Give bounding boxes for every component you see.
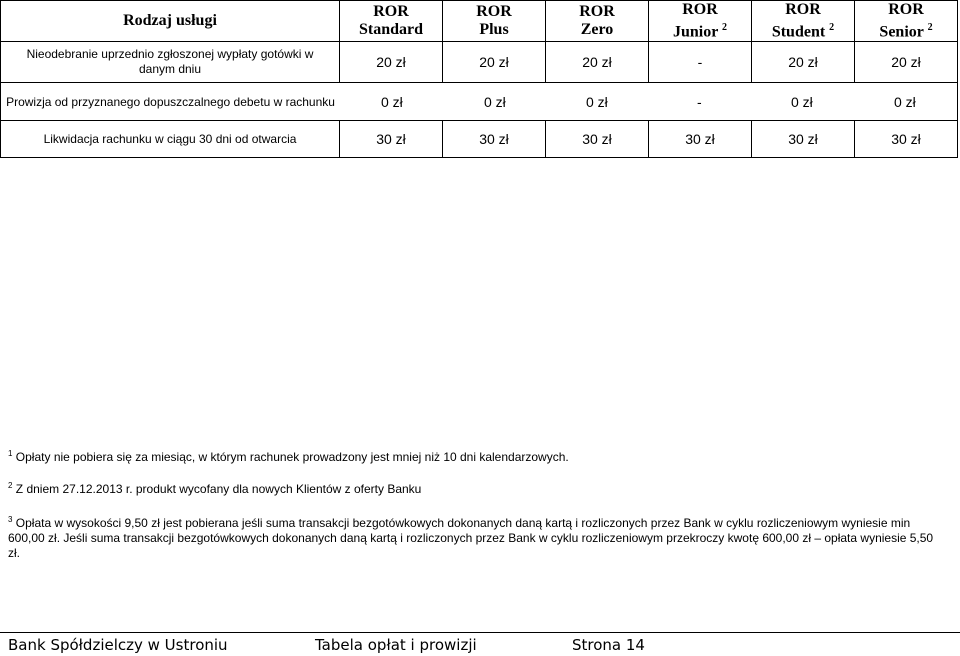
- fee-cell: 0 zł: [894, 93, 916, 110]
- fee-cell: 20 zł: [340, 42, 443, 83]
- table-row: [1, 121, 958, 158]
- table-row: [1, 83, 958, 121]
- fee-cell: 0 zł: [381, 93, 403, 110]
- product-header: ROR Junior $^2$: [649, 1, 752, 42]
- product-header: ROR Plus: [443, 1, 546, 42]
- fee-cell: 30 zł: [752, 121, 855, 158]
- footnote: $^3$ Opłata w wysokości 9,50 zł jest pobierana jeśli suma transakcji bezgotówkowych dokonanych daną kartą i rozliczonych przez Bank w cyklu rozliczeniowym wyniesie min 600,00 zł. Jeśli suma transakcji bezgotówkowych dokonanych daną kartą i rozliczonych przez Bank w cyklu rozliczeniowym przekroczy kwotę 600,00 zł – opłata wyniesie 5,50 zł.: [8, 515, 934, 560]
- fee-cell: 0 zł: [791, 93, 813, 110]
- row-label: Nieodebranie uprzednio zgłoszonej wypłaty gotówki w danym dniu: [1, 42, 340, 83]
- footer-document-title: Tabela opłat i prowizji: [315, 636, 477, 654]
- fee-cell: -: [697, 93, 702, 110]
- footer-divider: [0, 632, 960, 633]
- product-header: ROR Zero: [546, 1, 649, 42]
- product-header: ROR Student $^2$: [752, 1, 855, 42]
- table-row: [1, 42, 958, 83]
- fee-cell: 30 zł: [546, 121, 649, 158]
- fee-cell: 30 zł: [443, 121, 546, 158]
- fee-cell: 20 zł: [855, 42, 958, 83]
- fee-cell: 30 zł: [340, 121, 443, 158]
- footer-bank-name: Bank Spółdzielczy w Ustroniu: [8, 636, 228, 654]
- fee-cell: 0 zł: [586, 93, 608, 110]
- fee-cell: 20 zł: [752, 42, 855, 83]
- fee-cell: 20 zł: [443, 42, 546, 83]
- product-header: ROR Senior $^2$: [855, 1, 958, 42]
- table-header-row: [1, 1, 958, 42]
- footnote: $^1$ Opłaty nie pobiera się za miesiąc, w którym rachunek prowadzony jest mniej niż 10 dni kalendarzowych.: [8, 449, 569, 464]
- fee-cell: 30 zł: [649, 121, 752, 158]
- service-type-header: Rodzaj usługi: [1, 1, 340, 42]
- row-label: Likwidacja rachunku w ciągu 30 dni od otwarcia: [1, 121, 340, 158]
- fee-cell: 0 zł: [484, 93, 506, 110]
- fees-table: [0, 0, 958, 158]
- merged-row-cell: [1, 83, 958, 121]
- footnote: $^2$ Z dniem 27.12.2013 r. produkt wycofany dla nowych Klientów z oferty Banku: [8, 481, 422, 496]
- row-label: Prowizja od przyznanego dopuszczalnego debetu w rachunku: [6, 94, 335, 109]
- product-header: ROR Standard: [340, 1, 443, 42]
- fee-cell: 30 zł: [855, 121, 958, 158]
- footer-page-number: Strona 14: [572, 636, 645, 654]
- fee-cell: 20 zł: [546, 42, 649, 83]
- fee-cell: -: [649, 42, 752, 83]
